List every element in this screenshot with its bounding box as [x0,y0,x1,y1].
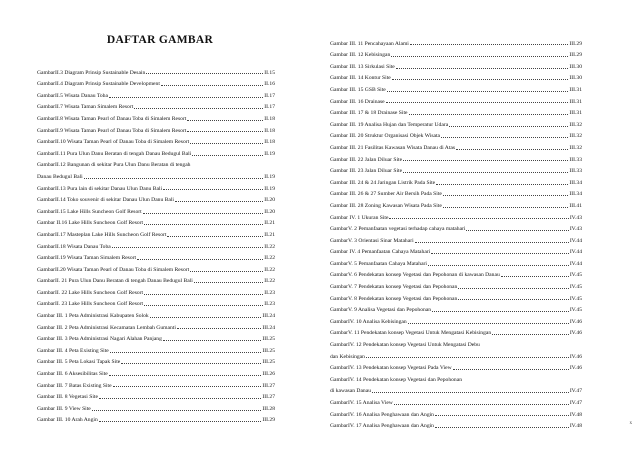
toc-entry [37,64,275,76]
toc-entry [330,313,582,325]
toc-entry [330,81,582,93]
entry-page-number: III.33 [569,156,582,163]
dot-leader [409,114,569,115]
toc-entry [330,244,582,256]
toc-entry [37,238,275,250]
dot-leader [177,328,262,329]
dot-leader [187,131,263,132]
entry-title: GambarIV. 12 Pendekatan konsep Vegetasi Untuk Mengatasi Debu [330,342,480,349]
toc-entry [37,215,275,227]
dot-leader [389,218,568,219]
entry-page-number: IV.46 [569,330,582,337]
toc-entry [330,221,582,233]
toc-entry [330,406,582,418]
toc-entry [37,273,275,285]
toc-entry [37,99,275,111]
dot-leader [150,317,262,318]
toc-entry [330,186,582,198]
toc-entry [37,226,275,238]
entry-page-number: III.41 [569,202,582,209]
toc-entry [37,168,275,180]
toc-entry [330,360,582,372]
entry-title: GambarII. 21 Pura Ulun Danu Beratan di tengah Danau Bedugul Bali [37,278,193,285]
dot-leader [175,201,263,202]
entry-page-number: IV.44 [569,237,582,244]
entry-page-number: II.17 [264,104,275,111]
dot-leader [190,143,263,144]
page-number: x [629,421,632,426]
toc-entry [330,35,582,47]
entry-page-number: II.22 [264,278,275,285]
toc-entry [37,319,275,331]
dot-leader [392,79,569,80]
entry-title: Gambar III. 8 Vegetasi Site [37,394,98,401]
dot-leader [121,363,261,364]
entry-page-number: II.19 [264,150,275,157]
entry-page-number: IV.46 [569,318,582,325]
dot-leader [387,91,569,92]
dot-leader [167,236,263,237]
entry-title: Gambar III. 1 Peta Administrasi Kabupaten Solok [37,313,149,320]
entry-page-number: II.23 [264,289,275,296]
dot-leader [403,172,568,173]
entry-page-number: III.30 [569,63,582,70]
entry-page-number: II.19 [264,173,275,180]
entry-title: Gambar III. 11 Pencahayaan Alami [330,40,409,47]
entry-page-number: III.32 [569,133,582,140]
dot-leader [435,415,569,416]
entry-title: Gambar III. 21 Fasilitas Kawasan Wisata Danau di Atas [330,144,456,151]
toc-entry [330,93,582,105]
dot-leader [194,282,263,283]
dot-leader [110,352,262,353]
entry-page-number: III.34 [569,191,582,198]
dot-leader [99,398,261,399]
entry-page-number: II.18 [264,139,275,146]
page-title: DAFTAR GAMBAR [106,34,214,46]
entry-title: GambarV. 11 Pendekatan konsep Vegetasi Untuk Mengatasi Kebisingan [330,330,492,337]
entry-title: GambarII.15 Lake Hills Suncheon Golf Resort [37,208,142,215]
entry-title: Gambar III. 28 Zoning Kawasan Wisata Pada Site [330,202,442,209]
entry-page-number: III.24 [262,313,275,320]
toc-entry [330,58,582,70]
entry-title: Gambar III. 3 Peta Administrasi Nagari Alahan Panjang [37,336,162,343]
entry-page-number: III.32 [569,121,582,128]
figure-list-right [330,35,582,429]
toc-entry [37,250,275,262]
entry-title: GambarV. 9 Analisa Vegetasi dan Pepohonan [330,307,432,314]
entry-page-number: III.29 [569,40,582,47]
toc-entry [37,342,275,354]
toc-entry [330,336,582,348]
toc-entry [330,151,582,163]
entry-title: Gambar III. 5 Peta Lokasi Tapak Site [37,359,121,366]
toc-entry [330,418,582,430]
entry-title: GambarII.11 Pura Ulun Danu Beratan di tengah Danau Bedugul Bali [37,150,192,157]
entry-title: GambarV. 3 Orientasi Sinar Matahari [330,237,414,244]
toc-entry [37,296,275,308]
toc-entry [37,134,275,146]
toc-entry [330,174,582,186]
dot-leader [394,404,569,405]
toc-entry [330,116,582,128]
entry-page-number: III.29 [569,52,582,59]
dot-leader [366,357,569,358]
entry-page-number: II.22 [264,266,275,273]
entry-page-number: III.25 [262,347,275,354]
dot-leader [403,160,568,161]
entry-title: GambarII.10 Wisata Taman Pearl of Danau Toba di Simalem Resort [37,139,190,146]
dot-leader [458,299,568,300]
toc-entry [330,139,582,151]
toc-entry [37,76,275,88]
dot-leader [428,265,569,266]
entry-page-number: IV.46 [569,353,582,360]
dot-leader [431,253,569,254]
dot-leader [443,207,569,208]
entry-title: Gambar III. 7 Batas Existing Site [37,382,112,389]
entry-title: GambarII.9 Wisata Taman Pearl of Danau Toba di Simalem Resort [37,127,187,134]
entry-title: Gambar III. 2 Peta Administrasi Kecamatan Lembah Gumanti [37,324,176,331]
entry-page-number: II.23 [264,301,275,308]
entry-page-number: IV.48 [569,411,582,418]
entry-title: GambarIV. 16 Analisa Penghawaan dan Angin [330,411,434,418]
dot-leader [112,247,264,248]
dot-leader [391,56,568,57]
toc-entry [37,87,275,99]
toc-entry [330,394,582,406]
dot-leader [492,334,569,335]
toc-entry [330,348,582,360]
toc-entry [37,307,275,319]
entry-page-number: III.31 [569,86,582,93]
entry-title: Gambar III. 24 & 24 Jaringan Listrik Pada Site [330,179,436,186]
entry-page-number: IV.44 [569,260,582,267]
entry-title: GambarII.18 Wisata Danau Toba [37,243,111,250]
entry-page-number: III.30 [569,75,582,82]
dot-leader [443,195,569,196]
toc-entry [37,180,275,192]
entry-title: dan Kebisingan [330,353,365,360]
entry-title: GambarIV. 17 Analisa Penghawaan dan Angin [330,423,434,430]
entry-title: GambarII. 23 Lake Hills Suncheon Golf Resort [37,301,144,308]
entry-page-number: III.33 [569,168,582,175]
entry-page-number: IV.43 [569,214,582,221]
toc-entry [37,365,275,377]
entry-page-number: IV.45 [569,284,582,291]
toc-entry [330,163,582,175]
toc-entry [37,377,275,389]
toc-entry [330,383,582,395]
entry-page-number: III.28 [262,405,275,412]
entry-title: GambarIV. 14 Pendekatan konsep Vegetasi dan Pepohonan [330,376,462,383]
entry-title: Gambar III. 20 Struktur Organisasi Objek Wisata [330,133,441,140]
entry-title: Danau Bedugul Bali [37,173,83,180]
entry-page-number: IV.43 [569,226,582,233]
entry-title: GambarII. 22 Lake Hills Suncheon Golf Resort [37,289,144,296]
entry-page-number: III.27 [262,382,275,389]
dot-leader [449,126,568,127]
dot-leader [372,392,569,393]
toc-entry [37,412,275,424]
dot-leader [109,375,262,376]
dot-leader [396,68,569,69]
toc-entry [330,278,582,290]
dot-leader [456,149,568,150]
dot-leader [190,271,263,272]
toc-entry [330,70,582,82]
entry-title: Gambar III. 4 Peta Existing Site [37,347,109,354]
entry-page-number: IV.47 [569,400,582,406]
dot-leader [415,242,569,243]
dot-leader [436,184,568,185]
entry-page-number: II.16 [264,81,275,88]
toc-entry [37,203,275,215]
entry-title: GambarII.3 Diagram Prinsip Sustainable Desain [37,69,146,76]
entry-page-number: II.15 [264,69,275,76]
entry-title: GambarV. 5 Pemanfaatan Cahaya Matahari [330,260,427,267]
entry-title: Gambar III. 17 & 18 Drainase Site [330,110,408,117]
toc-entry [330,371,582,383]
entry-title: Gambar III. 19 Analisa Hujan dan Temperatur Udara [330,121,449,128]
toc-entry [330,128,582,140]
toc-entry [37,122,275,134]
entry-title: Gambar III. 16 Drainase [330,98,385,105]
toc-entry [330,209,582,221]
dot-leader [192,155,263,156]
entry-page-number: IV.45 [569,307,582,314]
entry-title: di kawasan Danau [330,388,372,395]
entry-title: Gambar III. 15 GSB Site [330,86,386,93]
toc-entry [37,261,275,273]
entry-title: Gambar III. 6 Aksesibilitas Site [37,371,108,378]
entry-title: GambarII.19 Wisata Taman Simalem Resort [37,255,137,262]
entry-page-number: II.19 [264,185,275,192]
toc-entry [330,325,582,337]
entry-title: Gambar II.16 Lake Hills Suncheon Golf Resort [37,220,144,227]
dot-leader [137,259,263,260]
entry-page-number: III.25 [262,359,275,366]
dot-leader [161,85,263,86]
toc-entry [37,400,275,412]
entry-title: Gambar III. 14 Kontur Site [330,75,391,82]
dot-leader [458,288,568,289]
entry-title: GambarV. 8 Pendekatan konsep Vegetasi dan Pepohonan [330,295,458,302]
entry-title: Gambar III. 22 Jalan Diluar Site [330,156,403,163]
entry-title: GambarII.12 Bangunan di sekitar Pura Ulun Danu Beratan di tengah [37,162,191,169]
entry-page-number: III.31 [569,110,582,117]
dot-leader [163,189,263,190]
entry-page-number: III.26 [262,371,275,378]
dot-leader [92,410,262,411]
entry-title: GambarII.20 Wisata Taman Pearl of Danau Toba di Simalem Resort [37,266,190,273]
toc-entry [330,290,582,302]
dot-leader [408,323,569,324]
toc-entry [330,197,582,209]
entry-title: Gambar III. 23 Jalan Diluar Site [330,168,403,175]
toc-entry [37,157,275,169]
entry-title: Gambar IV. 1 Ukuran Site [330,214,389,221]
entry-title: GambarIV. 13 Pendekatan konsep Vegetasi Pada View [330,365,452,372]
entry-title: GambarIV. 15 Analisa View [330,400,393,406]
dot-leader [187,120,263,121]
entry-page-number: II.18 [264,127,275,134]
entry-title: GambarIV. 10 Analisa Kebisingan [330,318,407,325]
entry-title: Gambar III. 13 Sirkulasi Site [330,63,395,70]
toc-entry [37,331,275,343]
entry-title: GambarII.7 Wisata Taman Simalem Resort [37,104,134,111]
entry-page-number: III.29 [262,417,275,424]
dot-leader [143,213,264,214]
entry-page-number: III.24 [262,324,275,331]
entry-title: GambarII.13 Pura lain di sekitar Danau Ulun Danu Bali [37,185,163,192]
dot-leader [144,294,263,295]
entry-page-number: III.31 [569,98,582,105]
entry-page-number: IV.45 [569,295,582,302]
dot-leader [386,102,569,103]
entry-page-number: IV.48 [569,423,582,430]
toc-entry [37,110,275,122]
entry-page-number: IV.47 [569,388,582,395]
entry-title: GambarII.8 Wisata Taman Pearl of Danau Toba di Simalem Resort [37,115,187,122]
entry-title: Gambar III. 12 Kebisingan [330,52,391,59]
dot-leader [410,44,569,45]
dot-leader [109,97,263,98]
right-page [320,0,640,452]
toc-entry [330,105,582,117]
entry-page-number: IV.45 [569,272,582,279]
entry-page-number: IV.44 [569,249,582,256]
dot-leader [144,305,263,306]
toc-entry [37,389,275,401]
entry-title: Gambar III. 26 & 27 Sumber Air Bersih Pada Site [330,191,442,198]
dot-leader [501,276,569,277]
entry-page-number: II.21 [264,231,275,238]
toc-entry [37,192,275,204]
dot-leader [144,224,263,225]
toc-entry [330,47,582,59]
dot-leader [84,178,264,179]
toc-entry [330,232,582,244]
entry-page-number: III.25 [262,336,275,343]
dot-leader [435,427,569,428]
entry-page-number: II.22 [264,243,275,250]
entry-page-number: IV.46 [569,365,582,372]
dot-leader [163,340,262,341]
entry-page-number: II.20 [264,197,275,204]
toc-entry [330,302,582,314]
entry-page-number: II.22 [264,255,275,262]
entry-page-number: III.32 [569,144,582,151]
entry-page-number: II.21 [264,220,275,227]
figure-list-left [37,64,275,423]
entry-title: Gambar IV. 4 Pemanfaatan Cahaya Matahari [330,249,431,256]
toc-entry [37,284,275,296]
entry-title: GambarII.17 Masteplan Lake Hills Suncheon Golf Resort [37,231,167,238]
entry-title: GambarV. 7 Pendekatan konsep Vegetasi dan Pepohonan [330,284,458,291]
entry-title: Gambar III. 10 Arah Angin [37,417,98,424]
dot-leader [453,369,569,370]
toc-entry [330,255,582,267]
entry-page-number: II.17 [264,92,275,99]
entry-title: Gambar III. 9 View Site [37,405,91,412]
toc-entry [37,145,275,157]
dot-leader [113,386,262,387]
dot-leader [99,421,262,422]
entry-page-number: II.20 [264,208,275,215]
entry-title: GambarII.14 Toko souvenir di sekitar Danau Ulun Danu Bali [37,197,174,204]
dot-leader [432,311,569,312]
entry-title: GambarV. 6 Pendekatan konsep Vegetasi dan Pepohonan di kawasan Danau [330,272,500,279]
toc-entry [330,267,582,279]
dot-leader [146,73,263,74]
entry-page-number: III.34 [569,179,582,186]
dot-leader [466,230,568,231]
entry-title: GambarII.4 Diagram Prinsip Sustainable Development [37,81,160,88]
dot-leader [134,108,263,109]
toc-entry [37,354,275,366]
entry-page-number: III.27 [262,394,275,401]
entry-title: GambarV. 2 Pemanfaatan vegetasi terhadap cahaya matahari [330,226,466,233]
entry-page-number: II.18 [264,115,275,122]
entry-title: GambarII.5 Wisata Danau Toba [37,92,108,99]
dot-leader [441,137,568,138]
